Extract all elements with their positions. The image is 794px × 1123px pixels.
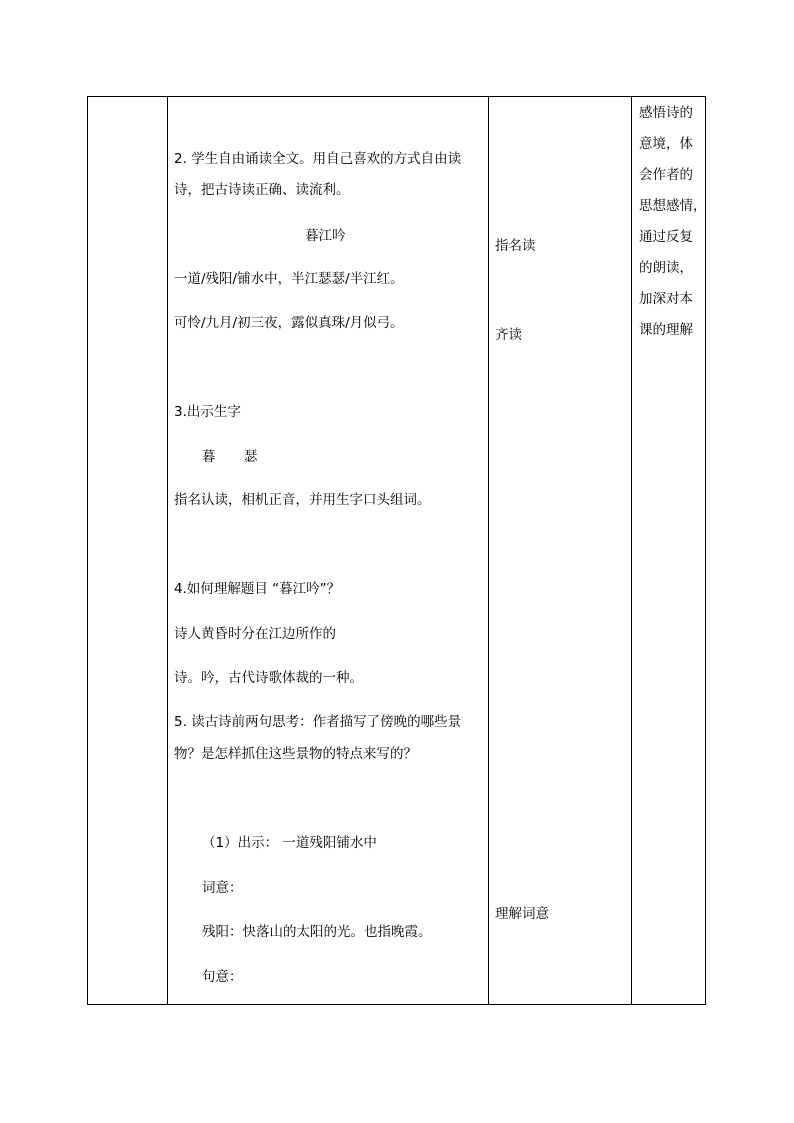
- new-character: 暮: [202, 449, 216, 465]
- step-2-text-cont: 诗，把古诗读正确、读流利。: [174, 182, 350, 198]
- new-character: 瑟: [244, 449, 258, 465]
- design-intent-line: 会作者的: [639, 167, 693, 183]
- design-intent-line: 加深对本: [639, 291, 693, 307]
- poem-line: 可怜/九月/初三夜，露似真珠/月似弓。: [174, 315, 404, 331]
- step-3-text: 3.出示生字: [174, 404, 241, 420]
- step-3-text-cont: 指名认读，相机正音，并用生字口头组词。: [174, 492, 431, 508]
- step-4-text-cont: 诗。吟，古代诗歌体裁的一种。: [174, 670, 363, 686]
- poem-line: 一道/残阳/铺水中，半江瑟瑟/半江红。: [174, 271, 404, 287]
- sub-step-text: （1）出示： 一道残阳铺水中: [202, 835, 377, 851]
- lesson-plan-table: [87, 96, 706, 1005]
- step-4-text-cont: 诗人黄昏时分在江边所作的: [174, 626, 336, 642]
- step-2-text: 2. 学生自由诵读全文。用自己喜欢的方式自由读: [174, 151, 462, 167]
- design-intent-line: 的朗读，: [639, 260, 693, 276]
- design-intent-line: 思想感情，: [639, 198, 707, 214]
- teaching-process-cell: [168, 97, 488, 1004]
- poem-title: 暮江吟: [305, 228, 346, 244]
- design-intent-line: 感悟诗的: [639, 105, 693, 121]
- activity-item: 齐读: [495, 327, 522, 343]
- sub-step-text: 残阳：快落山的太阳的光。也指晚霞。: [202, 924, 432, 940]
- student-activity-cell: [489, 97, 631, 1004]
- activity-item: 理解词意: [495, 906, 549, 922]
- empty-cell: [88, 97, 167, 1004]
- sub-step-text: 词意：: [202, 880, 243, 896]
- step-4-text: 4.如何理解题目 “暮江吟”？: [174, 581, 341, 597]
- design-intent-line: 课的理解: [639, 322, 693, 338]
- design-intent-line: 通过反复: [639, 229, 693, 245]
- design-intent-cell: [632, 97, 707, 1004]
- step-5-text: 5. 读古诗前两句思考：作者描写了傍晚的哪些景: [174, 714, 462, 730]
- sub-step-text: 句意：: [202, 969, 243, 985]
- step-5-text-cont: 物？是怎样抓住这些景物的特点来写的？: [174, 746, 417, 762]
- design-intent-line: 意境，体: [639, 136, 693, 152]
- activity-item: 指名读: [495, 238, 536, 254]
